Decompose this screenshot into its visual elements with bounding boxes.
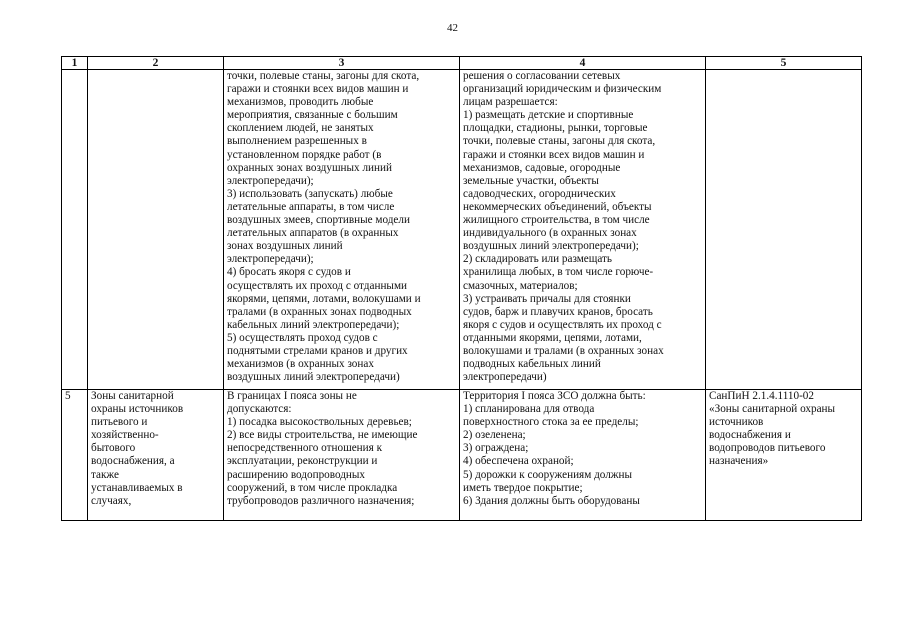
cell-text-line: допускаются: — [227, 403, 292, 416]
table-cell-col-1 — [62, 70, 88, 390]
cell-text-line: хозяйственно- — [91, 429, 159, 442]
cell-text-line: выполнением разрешенных в — [227, 135, 367, 148]
requirements-table — [61, 56, 862, 521]
cell-text-line: 2) озеленена; — [463, 429, 526, 442]
cell-text-line: точки, полевые станы, загоны для скота, — [227, 70, 420, 82]
cell-text-line: поверхностного стока за ее пределы; — [463, 416, 639, 429]
cell-text-line: 2) все виды строительства, не имеющие — [227, 429, 418, 442]
table-row — [62, 70, 862, 390]
cell-text-line: Зоны санитарной — [91, 390, 174, 402]
table-cell-col-5 — [706, 390, 862, 521]
cell-text-line: смазочных, материалов; — [463, 279, 578, 292]
cell-text-line: воздушных линий электропередачи) — [227, 371, 400, 384]
cell-text-line: индивидуального (в охранных зонах — [463, 227, 637, 240]
cell-text-line: 5 — [65, 390, 71, 402]
cell-text-line: установленном порядке работ (в — [227, 148, 382, 161]
column-header-4: 4 — [460, 57, 706, 70]
cell-text-line: «Зоны санитарной охраны — [709, 403, 836, 416]
cell-text-line: гаражи и стоянки всех видов машин и — [227, 83, 409, 96]
cell-text-line: тралами (в охранных зонах подводных — [227, 305, 412, 318]
cell-text-line: 1) спланирована для отвода — [463, 403, 595, 416]
table-cell-col-3 — [224, 390, 460, 521]
cell-text-line: электропередачи); — [227, 253, 314, 266]
cell-text-line: непосредственного отношения к — [227, 442, 383, 455]
cell-text-line: иметь твердое покрытие; — [463, 481, 583, 494]
table-cell-col-4 — [460, 390, 706, 521]
cell-text-line: 4) обеспечена охраной; — [463, 455, 574, 468]
table-cell-col-2 — [88, 390, 224, 521]
cell-text-line: также — [91, 468, 119, 481]
cell-text-line: организаций юридическим и физическим — [463, 83, 662, 96]
cell-text-line: хранилища любых, в том числе горюче- — [463, 266, 654, 279]
cell-text-line: летательные аппараты, в том числе — [227, 200, 395, 213]
cell-text-line: воздушных линий электропередачи); — [463, 240, 639, 253]
cell-text-line: летательных аппаратов (в охранных — [227, 227, 399, 240]
column-header-1: 1 — [62, 57, 88, 70]
cell-text-line: 2) складировать или размещать — [463, 253, 613, 266]
cell-text-line: случаях, — [91, 494, 132, 507]
cell-text-line: 3) ограждена; — [463, 442, 529, 455]
cell-text-line: расширению водопроводных — [227, 468, 366, 481]
cell-text-line: 3) использовать (запускать) любые — [227, 187, 393, 200]
cell-text-line: водоснабжения, а — [91, 455, 175, 468]
table-header-row — [62, 57, 862, 70]
cell-text-line: трубопроводов различного назначения; — [227, 494, 415, 507]
cell-text-line: сооружений, в том числе прокладка — [227, 481, 398, 494]
cell-text-line: 3) устраивать причалы для стоянки — [463, 292, 631, 305]
cell-text-line: якорями, цепями, лотами, волокушами и — [227, 292, 421, 305]
cell-text-line: точки, полевые станы, загоны для скота, — [463, 135, 656, 148]
cell-text-line: подводных кабельных линий — [463, 358, 601, 371]
cell-text-line: осуществлять их проход с отданными — [227, 279, 408, 292]
cell-text-line: воздушных змеев, спортивные модели — [227, 214, 410, 227]
cell-text-line: садоводческих, огороднических — [463, 187, 616, 200]
cell-text-line: механизмов (в охранных зонах — [227, 358, 374, 371]
cell-text-line: источников — [709, 416, 764, 429]
cell-text-line: устанавливаемых в — [91, 481, 183, 494]
column-header-5: 5 — [706, 57, 862, 70]
cell-text-line: 1) размещать детские и спортивные — [463, 109, 634, 122]
cell-text-line: охранных зонах воздушных линий — [227, 161, 392, 174]
column-header-3: 3 — [224, 57, 460, 70]
page-number: 42 — [447, 22, 458, 34]
cell-text-line: волокушами и тралами (в охранных зонах — [463, 344, 664, 357]
cell-text-line: механизмов, садовые, огородные — [463, 161, 621, 174]
cell-text-line: водоснабжения и — [709, 429, 791, 442]
cell-text-line: бытового — [91, 442, 136, 455]
cell-text-line: СанПиН 2.1.4.1110-02 — [709, 390, 814, 402]
cell-text-line: мероприятия, связанные с большим — [227, 109, 398, 122]
cell-text-line: 5) дорожки к сооружениям должны — [463, 468, 633, 481]
table-cell-col-5 — [706, 70, 862, 390]
cell-text-line: кабельных линий электропередачи); — [227, 318, 400, 331]
table-cell-col-4 — [460, 70, 706, 390]
cell-text-line: водопроводов питьевого — [709, 442, 826, 455]
cell-text-line: 5) осуществлять проход судов с — [227, 331, 378, 344]
table-cell-col-1 — [62, 390, 88, 521]
cell-text-line: 1) посадка высокоствольных деревьев; — [227, 416, 412, 429]
cell-text-line: лицам разрешается: — [463, 96, 558, 109]
cell-text-line: В границах I пояса зоны не — [227, 390, 357, 402]
cell-text-line: Территория I пояса ЗСО должна быть: — [463, 390, 646, 402]
cell-text-line: некоммерческих объединений, объекты — [463, 200, 652, 213]
cell-text-line: жилищного строительства, в том числе — [463, 214, 650, 227]
cell-text-line: питьевого и — [91, 416, 148, 429]
cell-text-line: электропередачи); — [227, 174, 314, 187]
cell-text-line: поднятыми стрелами кранов и других — [227, 344, 408, 357]
cell-text-line: зонах воздушных линий — [227, 240, 343, 253]
column-header-2: 2 — [88, 57, 224, 70]
cell-text-line: якоря с судов и осуществлять их проход с — [463, 318, 662, 331]
cell-text-line: 4) бросать якоря с судов и — [227, 266, 351, 279]
table-row — [62, 390, 862, 521]
cell-text-line: площадки, стадионы, рынки, торговые — [463, 122, 648, 135]
cell-text-line: отданными якорями, цепями, лотами, — [463, 331, 642, 344]
cell-text-line: земельные участки, объекты — [463, 174, 599, 187]
cell-text-line: гаражи и стоянки всех видов машин и — [463, 148, 645, 161]
cell-text-line: решения о согласовании сетевых — [463, 70, 621, 82]
cell-text-line: судов, барж и плавучих кранов, бросать — [463, 305, 653, 318]
cell-text-line: охраны источников — [91, 403, 184, 416]
table-cell-col-3 — [224, 70, 460, 390]
cell-text-line: назначения» — [709, 455, 769, 468]
cell-text-line: механизмов, проводить любые — [227, 96, 374, 109]
cell-text-line: электропередачи) — [463, 371, 547, 384]
cell-text-line: скоплением людей, не занятых — [227, 122, 374, 135]
cell-text-line: эксплуатации, реконструкции и — [227, 455, 378, 468]
cell-text-line: 6) Здания должны быть оборудованы — [463, 494, 640, 507]
table-cell-col-2 — [88, 70, 224, 390]
